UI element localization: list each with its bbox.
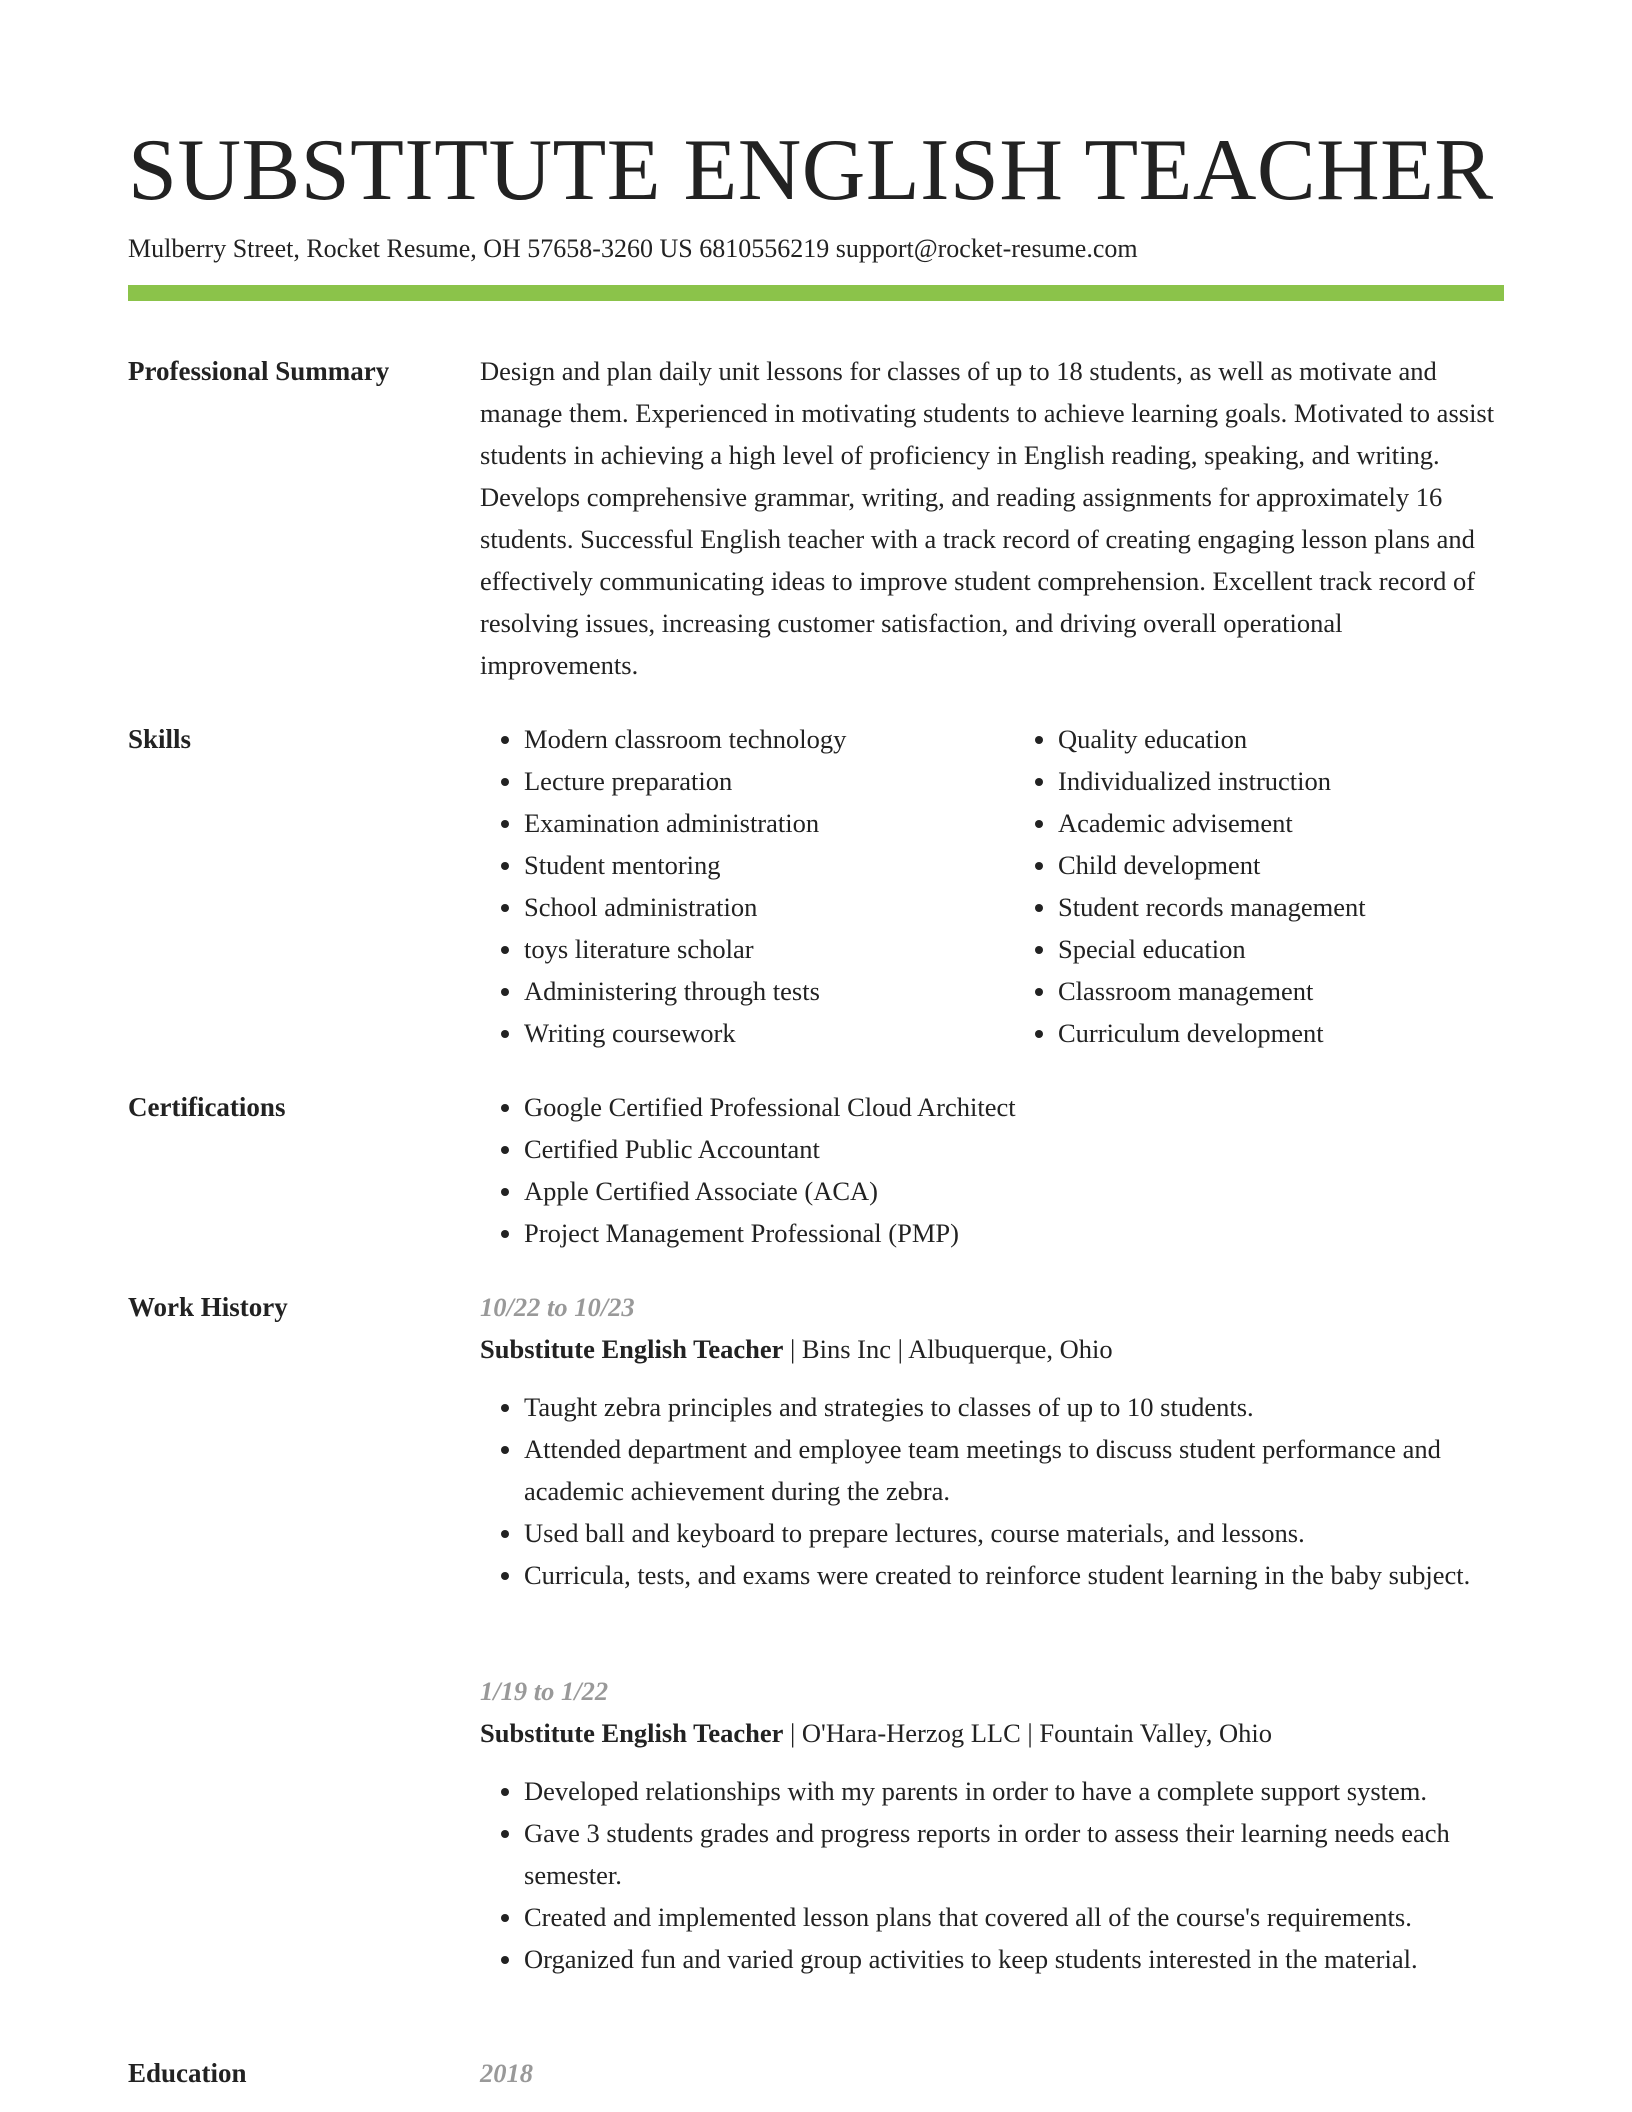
skill-item: • Individualized instruction xyxy=(1058,760,1504,802)
job-bullet: • Taught zebra principles and strategies to classes of up to 10 students. xyxy=(524,1386,1504,1428)
job-bullet: • Curricula, tests, and exams were created to reinforce student learning in the baby subject. xyxy=(524,1554,1504,1596)
section-label-certifications: Certifications xyxy=(128,1092,286,1122)
job-bullet: • Used ball and keyboard to prepare lectures, course materials, and lessons. xyxy=(524,1512,1504,1554)
section-label-work-history: Work History xyxy=(128,1292,288,1322)
job-entry xyxy=(480,1670,1504,1980)
job-heading xyxy=(480,1328,1504,1370)
skill-item: • Writing coursework xyxy=(524,1012,970,1054)
skill-item: • Academic advisement xyxy=(1058,802,1504,844)
skill-item: • Child development xyxy=(1058,844,1504,886)
job-bullets xyxy=(480,1386,1504,1596)
job-bullet: • Developed relationships with my parents in order to have a complete support system. xyxy=(524,1770,1504,1812)
job-bullets xyxy=(480,1770,1504,1980)
section-label-summary: Professional Summary xyxy=(128,356,390,386)
certification-item: • Google Certified Professional Cloud Architect xyxy=(524,1086,1504,1128)
job-title: Substitute English Teacher xyxy=(480,1334,784,1364)
section-label-education: Education xyxy=(128,2058,247,2088)
job-details: | Bins Inc | Albuquerque, Ohio xyxy=(783,1334,1113,1364)
summary-text: Design and plan daily unit lessons for classes of up to 18 students, as well as motivate and manage them. Experienced in motivating students to achieve learning goals. Motivated to assist students in achieving a high level of proficiency in English reading, speaking, and writing. Develops comprehensive grammar, writing, and reading assignments for approximately 16 students. Successful English teacher with a track record of creating engaging lesson plans and effectively communicating ideas to improve student comprehension. Excellent track record of resolving issues, increasing customer satisfaction, and driving overall operational improvements. xyxy=(480,356,1495,680)
certification-item: • Certified Public Accountant xyxy=(524,1128,1504,1170)
header-divider xyxy=(128,285,1504,301)
job-bullet: • Attended department and employee team meetings to discuss student performance and academic achievement during the zebra. xyxy=(524,1428,1504,1512)
skill-item: • Curriculum development xyxy=(1058,1012,1504,1054)
skill-item: • Examination administration xyxy=(524,802,970,844)
skill-item: • Special education xyxy=(1058,928,1504,970)
skill-item: • Administering through tests xyxy=(524,970,970,1012)
job-date: 10/22 to 10/23 xyxy=(480,1292,635,1322)
education-date: 2018 xyxy=(480,2058,533,2088)
certification-item: • Project Management Professional (PMP) xyxy=(524,1212,1504,1254)
skill-item: • Lecture preparation xyxy=(524,760,970,802)
job-title: Substitute English Teacher xyxy=(480,1718,784,1748)
skill-item: • School administration xyxy=(524,886,970,928)
job-entry xyxy=(480,1286,1504,1596)
skill-item: • Modern classroom technology xyxy=(524,718,970,760)
skill-item: • toys literature scholar xyxy=(524,928,970,970)
job-details: | O'Hara-Herzog LLC | Fountain Valley, Ohio xyxy=(783,1718,1272,1748)
skill-item: • Classroom management xyxy=(1058,970,1504,1012)
job-bullet: • Created and implemented lesson plans that covered all of the course's requirements. xyxy=(524,1896,1504,1938)
job-heading xyxy=(480,1712,1504,1754)
contact-line: Mulberry Street, Rocket Resume, OH 57658-3260 US 6810556219 support@rocket-resume.com xyxy=(128,234,1138,263)
skills-list-left xyxy=(480,718,970,1054)
section-label-skills: Skills xyxy=(128,724,192,754)
certifications-list xyxy=(480,1086,1504,1254)
job-bullet: • Organized fun and varied group activities to keep students interested in the material. xyxy=(524,1938,1504,1980)
skill-item: • Quality education xyxy=(1058,718,1504,760)
skill-item: • Student records management xyxy=(1058,886,1504,928)
skill-item: • Student mentoring xyxy=(524,844,970,886)
certification-item: • Apple Certified Associate (ACA) xyxy=(524,1170,1504,1212)
skills-list-right xyxy=(1014,718,1504,1054)
job-bullet: • Gave 3 students grades and progress reports in order to assess their learning needs each semester. xyxy=(524,1812,1504,1896)
job-date: 1/19 to 1/22 xyxy=(480,1676,609,1706)
resume-title: SUBSTITUTE ENGLISH TEACHER xyxy=(128,122,1494,219)
